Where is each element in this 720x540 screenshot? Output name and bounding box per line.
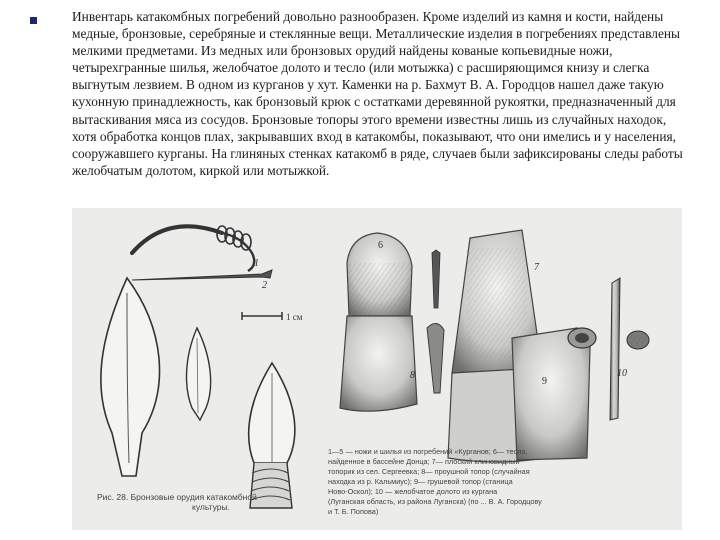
label-6: 6 [378,240,383,251]
bullet-square-icon [30,17,37,24]
artifact-spearhead-drawing [249,363,295,508]
figure-caption-title-2: культуры. [192,502,230,512]
artifact-small-knife-drawing [187,328,211,420]
artifact-chisel-drawing [610,278,649,420]
label-8: 8 [410,370,415,381]
figure-caption-title: Рис. 28. Бронзовые орудия катакомбной [97,492,257,502]
artifact-hook-drawing [132,226,254,271]
slide-body-text: Инвентарь катакомбных погребений довольно разнообразен. Кроме изделий из камня и кости, найдены медные, бронзовые, серебряные и стеклянные вещи. Металлические изделия в погребениях представлены мелкими предметами. Из медных или бронзовых орудий найдены кованые копьевидные ножи, четырехгранные шилья, желобчатое долото и тесло (или мотыжка) с расширяющимся книзу и слегка выгнутым лезвием. В одном из курганов у хут. Каменки на р. Бахмут В. А. Городцов нашел даже такую кухонную принадлежность, как бронзовый крюк с остатками деревянной рукоятки, предназначенный для вытаскивания мяса из сосудов. Бронзовые топоры этого времени известны лишь из случайных находок, хотя обработка концов плах, закрывавших вход в катакомбы, показывают, что они имелись и у населения, сооружавшего курганы. На глиняных стенках катакомб в ряде, случаев были зафиксированы следы работы желобчатым долотом, киркой или мотыжкой. [72,9,683,178]
label-7: 7 [534,262,539,273]
figure-legend [328,447,542,516]
artifact-awl-drawing [132,270,272,280]
legend-line: и Т. Б. Попова) [328,507,379,516]
legend-line: найденное в бассейне Донца; 7— плоский клиновидный [328,457,520,466]
legend-line: 1—5 — ножи и шилья из погребений «Курганов; 6— тесло, [328,447,528,456]
scale-label: 1 см [286,312,303,322]
legend-line: находка из р. Кальмиус); 9— грушевой топор (станица [328,477,513,486]
artifact-adze-drawing [340,233,417,411]
artifact-leaf-knife-drawing [101,278,160,476]
label-2: 2 [262,280,267,291]
legend-line: (Луганская область, из района Луганска) (по ... В. А. Городцову [328,497,542,506]
label-10: 10 [617,368,627,379]
legend-line: топорик из сел. Сергеевка; 8— проушной топор (случайная [328,467,530,476]
label-9: 9 [542,376,547,387]
artifacts-figure [72,208,682,530]
legend-line: Ново-Оскол); 10 — желобчатое долото из кургана [328,487,498,496]
artifact-awls-drawing [427,250,444,393]
label-1: 1 [254,258,259,269]
artifact-shafthole-axe-drawing [512,328,596,460]
scale-bar [242,312,282,320]
